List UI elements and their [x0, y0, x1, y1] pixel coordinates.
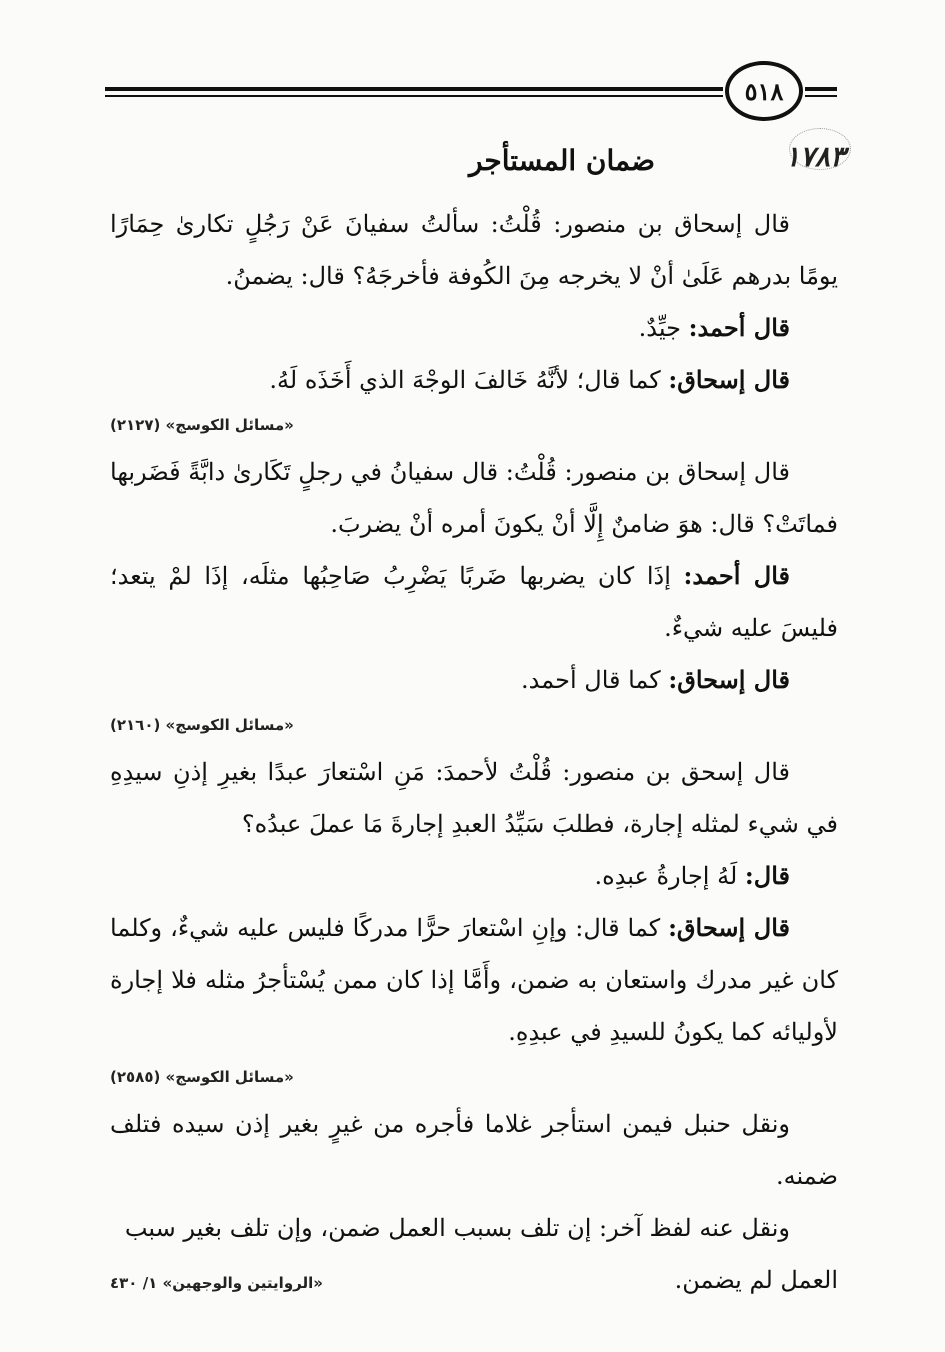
header-rule-right-thin [805, 95, 837, 97]
source-citation: «مسائل الكوسج» (٢١٦٠) [110, 716, 294, 734]
final-line [110, 1254, 838, 1306]
paragraph-text: ونقل عنه لفظ آخر: إن تلف بسبب العمل ضمن، وإن تلف بغير سبب [124, 1214, 790, 1242]
page-body [110, 198, 838, 1306]
paragraph-text: قال إسحاق بن منصور: قُلْتُ: قال سفيانُ في رجلٍ تَكَارىٰ دابَّةً فَضَربها فماتَتْ؟ قال: هوَ ضامنٌ إِلَّا أنْ يكونَ أمره أنْ يضربَ. [110, 458, 838, 538]
paragraph-text: جيِّدٌ. [638, 314, 689, 342]
section-heading [105, 140, 845, 190]
speaker-label: قال إسحاق: [668, 665, 790, 694]
paragraph-text: كما قال: وإنِ اسْتعارَ حرًّا مدركًا فليس عليه شيءٌ، وكلما كان غير مدرك واستعان به ضمن، وأَمَّا إذا كان ممن يُسْتأجرُ مثله فلا إجارة لأوليائه كما يكونُ للسيدِ في عبدِهِ. [110, 914, 838, 1046]
header-rule-right-thick [805, 87, 837, 91]
section-title: ضمان المستأجر [468, 144, 655, 177]
body-paragraph [110, 354, 838, 406]
body-paragraph [110, 550, 838, 654]
body-paragraph [110, 302, 838, 354]
paragraph-text: لَهُ إجارةُ عبدِه. [594, 862, 745, 890]
body-paragraph [110, 1202, 838, 1254]
body-paragraph [110, 902, 838, 1058]
body-paragraph [110, 198, 838, 302]
header-rule-thick [105, 87, 723, 91]
body-paragraph [110, 654, 838, 706]
paragraph-text: إذَا كان يضربها ضَربًا يَضْرِبُ صَاحِبُها مثلَه، إذَا لمْ يتعد؛ فليسَ عليه شيءٌ. [110, 562, 838, 642]
speaker-label: قال أحمد: [688, 313, 790, 342]
body-paragraph [110, 1098, 838, 1202]
source-citation: «مسائل الكوسج» (٢١٢٧) [110, 416, 294, 434]
speaker-label: قال أحمد: [683, 561, 790, 590]
paragraph-text: ونقل حنبل فيمن استأجر غلاما فأجره من غيرٍ بغير إذن سيده فتلف ضمنه. [110, 1110, 838, 1190]
body-paragraph [110, 746, 838, 850]
issue-number: ١٧٨٣ [784, 140, 845, 173]
paragraph-text: كما قال أحمد. [521, 666, 669, 694]
paragraph-text: قال إسحاق بن منصور: قُلْتُ: سألتُ سفيانَ عَنْ رَجُلٍ تكارىٰ حِمَارًا يومًا بدرهم عَلَىٰ أنْ لا يخرجه مِنَ الكُوفة فأخرجَهُ؟ قال: يضمنُ. [110, 210, 838, 290]
source-citation: «الروايتين والوجهين» ١/ ٤٣٠ [110, 1274, 323, 1292]
speaker-label: قال إسحاق: [668, 913, 791, 942]
source-citation: «مسائل الكوسج» (٢٥٨٥) [110, 1068, 294, 1086]
paragraph-text: كما قال؛ لأنَّهُ خَالفَ الوجْهَ الذي أَخَذَه لَهُ. [269, 366, 669, 394]
speaker-label: قال إسحاق: [668, 365, 790, 394]
body-paragraph-end: العمل لم يضمن. [674, 1266, 838, 1294]
page-number: ٥١٨ [725, 61, 803, 121]
speaker-label: قال: [744, 861, 790, 890]
page-header [105, 55, 845, 135]
body-paragraph [110, 850, 838, 902]
paragraph-text: قال إسحق بن منصور: قُلْتُ لأحمدَ: مَنِ اسْتعارَ عبدًا بغيرِ إذنِ سيدِهِ في شيء لمثله إجارة، فطلبَ سَيِّدُ العبدِ إجارةَ مَا عملَ عبدُه؟ [110, 758, 838, 838]
header-rule-thin [105, 95, 723, 97]
body-paragraph [110, 446, 838, 550]
